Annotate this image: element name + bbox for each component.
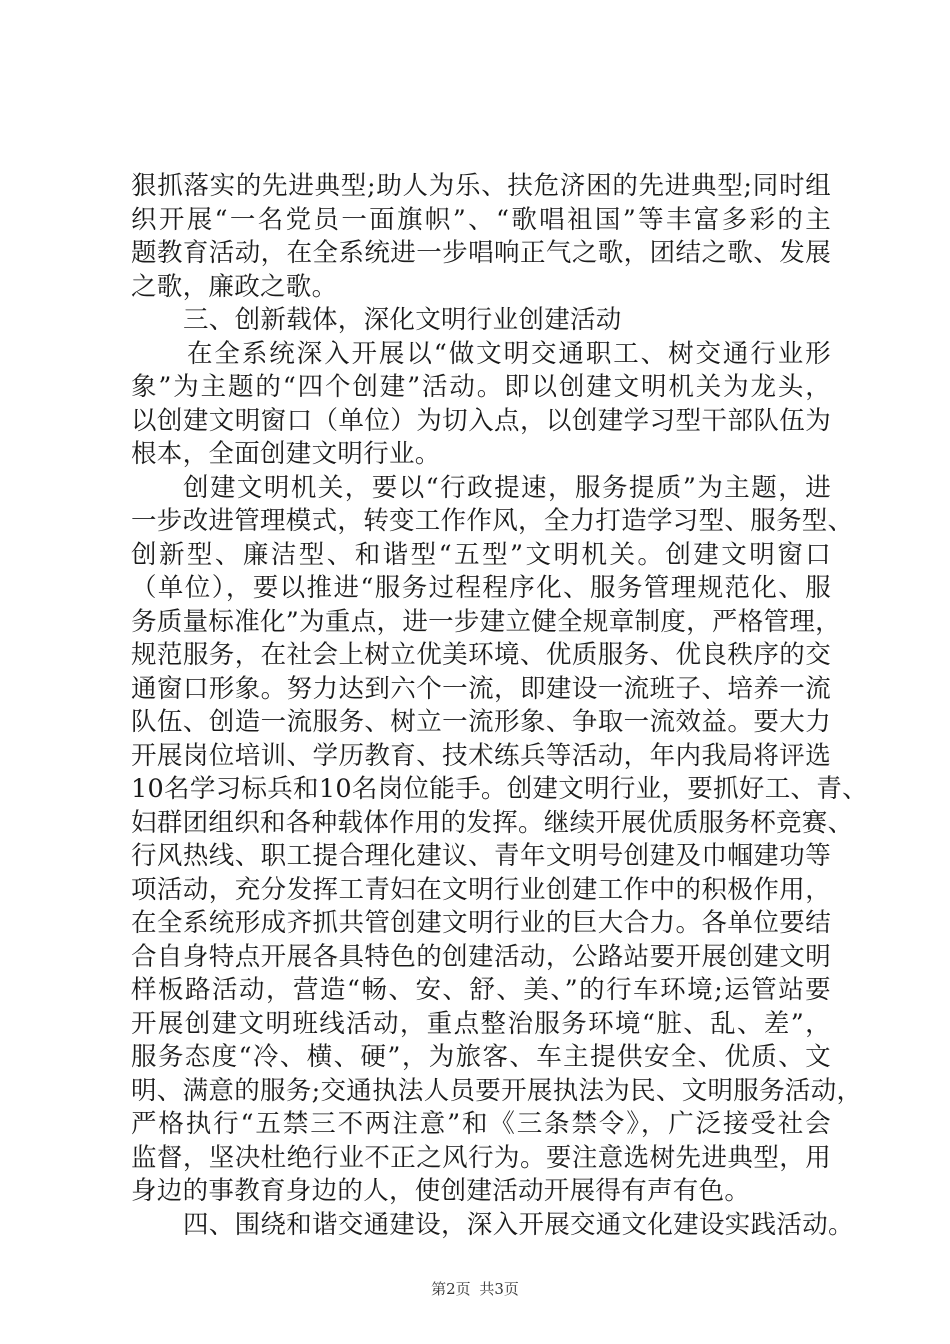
page-total: 共3页 [479,1280,519,1298]
page-number: 第2页 [431,1280,471,1298]
text-line: 合自身特点开展各具特色的创建活动，公路站要开展创建文明 [131,941,831,972]
text-line: 以创建文明窗口（单位）为切入点，以创建学习型干部队伍为 [131,405,831,436]
text-line: 行风热线、职工提合理化建议、青年文明号创建及巾帼建功等 [131,841,831,871]
text-line: 严格执行“五禁三不两注意”和《三条禁令》，广泛接受社会 [131,1109,831,1139]
text-line: 明、满意的服务;交通执法人员要开展执法为民、文明服务活动， [131,1075,863,1106]
text-line: 在全系统形成齐抓共管创建文明行业的巨大合力。各单位要结 [131,908,831,938]
text-line: 开展创建文明班线活动，重点整治服务环境“脏、乱、差”， [131,1008,831,1039]
text-line: 妇群团组织和各种载体作用的发挥。继续开展优质服务杯竞赛、 [131,807,854,838]
page-footer [0,1278,950,1299]
text-line: 10名学习标兵和10名岗位能手。创建文明行业，要抓好工、青、 [131,774,868,804]
text-line: 身边的事教育身边的人，使创建活动开展得有声有色。 [131,1176,751,1206]
text-line: 规范服务，在社会上树立优美环境、优质服务、优良秩序的交 [131,640,831,670]
text-line: 象”为主题的“四个创建”活动。即以创建文明机关为龙头， [131,372,831,402]
document-body [131,170,868,1242]
text-line: 题教育活动，在全系统进一步唱响正气之歌，团结之歌、发展 [131,238,831,268]
text-line: 样板路活动，营造“畅、安、舒、美、”的行车环境;运管站要 [131,975,831,1005]
text-line: 之歌，廉政之歌。 [131,271,338,302]
section-heading: 三、创新载体，深化文明行业创建活动 [183,305,622,335]
text-line: 务质量标准化”为重点，进一步建立健全规章制度，严格管理， [131,606,841,637]
text-line: 队伍、创造一流服务、树立一流形象、争取一流效益。要大力 [131,707,831,737]
text-line: 创新型、廉洁型、和谐型“五型”文明机关。创建文明窗口 [131,539,831,570]
text-line: 通窗口形象。努力达到六个一流，即建设一流班子、培养一流 [131,673,831,704]
section-heading: 四、围绕和谐交通建设，深入开展交通文化建设实践活动。 [183,1209,854,1240]
text-line: 织开展“一名党员一面旗帜”、“歌唱祖国”等丰富多彩的主 [131,204,831,235]
text-line: 在全系统深入开展以“做文明交通职工、树交通行业形 [187,338,831,369]
text-line: 开展岗位培训、学历教育、技术练兵等活动，年内我局将评选 [131,740,831,771]
text-line: 监督，坚决杜绝行业不正之风行为。要注意选树先进典型，用 [131,1142,831,1173]
text-line: （单位），要以推进“服务过程程序化、服务管理规范化、服 [131,573,831,603]
text-line: 一步改进管理模式，转变工作作风，全力打造学习型、服务型、 [131,506,854,536]
text-line: 根本，全面创建文明行业。 [131,439,441,469]
text-line: 创建文明机关，要以“行政提速，服务提质”为主题，进 [183,472,831,503]
text-line: 狠抓落实的先进典型;助人为乐、扶危济困的先进典型;同时组 [131,171,831,201]
text-line: 项活动，充分发挥工青妇在文明行业创建工作中的积极作用， [131,874,831,905]
text-line: 服务态度“冷、横、硬”，为旅客、车主提供安全、优质、文 [131,1042,831,1072]
